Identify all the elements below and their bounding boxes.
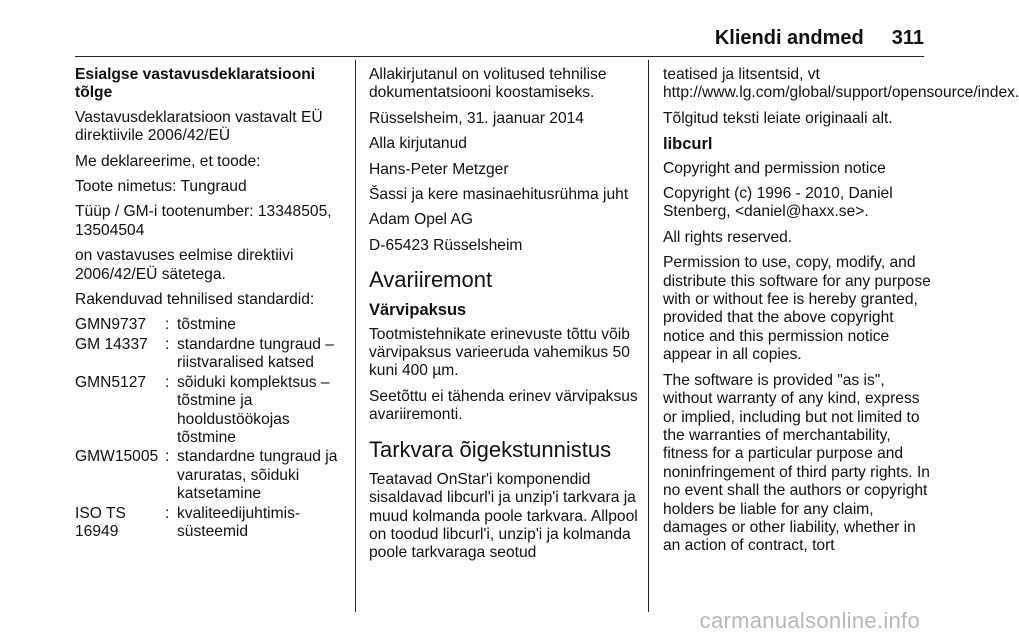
section-title-software: Tarkvara õigekstunnistus: [369, 436, 612, 462]
paragraph: teatised ja litsentsid, vt http://www.lg.com/global/support/opensource/index.: [663, 66, 1019, 102]
watermark: carmanualsonline.info: [699, 608, 920, 633]
standards-row: [75, 448, 345, 503]
standards-row: [75, 374, 345, 448]
standard-description: tõstmine: [177, 316, 236, 334]
standard-description: standardne tungraud – riistvaralised katsed: [177, 335, 334, 372]
paragraph: Copyright (c) 1996 - 2010, Daniel Stenberg, <daniel@haxx.se>.: [663, 185, 893, 221]
standard-separator: :: [165, 504, 170, 522]
standard-code: GMW15005: [75, 448, 159, 466]
paragraph: Me deklareerime, et toode:: [75, 152, 261, 170]
paragraph: Vastavusdeklaratsioon vastavalt EÜ direktiivile 2006/42/EÜ: [75, 108, 323, 145]
header-rule: [75, 56, 924, 57]
paragraph: Allakirjutanul on volitused tehnilise dokumentatsiooni koostamiseks.: [369, 66, 607, 102]
standard-code: GMN9737: [75, 316, 147, 334]
standards-row: [75, 316, 345, 334]
standard-separator: :: [165, 316, 170, 334]
standards-row: [75, 336, 345, 373]
paragraph: Adam Opel AG: [369, 211, 474, 229]
standard-code: GM 14337: [75, 335, 148, 353]
paragraph: Tüüp / GM-i tootenumber: 13348505, 13504504: [75, 203, 332, 239]
page-header: [715, 27, 924, 50]
paragraph: Hans-Peter Metzger: [369, 160, 509, 178]
paragraph: D-65423 Rüsselsheim: [369, 236, 523, 254]
paragraph: Alla kirjutanud: [369, 135, 467, 153]
subsection-title-libcurl: libcurl: [663, 135, 713, 154]
column-divider-1: [355, 60, 356, 612]
paragraph: Rüsselsheim, 31. jaanuar 2014: [369, 109, 584, 127]
header-title: Kliendi andmed: [714, 27, 864, 49]
paragraph: Toote nimetus: Tungraud: [75, 178, 247, 196]
standard-code: GMN5127: [75, 373, 147, 391]
paragraph: Seetõttu ei tähenda erinev värvipaksus avariiremonti.: [369, 387, 638, 424]
column-1: [75, 66, 345, 542]
paragraph: Tõlgitud teksti leiate originaali alt.: [663, 109, 893, 127]
subsection-title-paint-thickness: Värvipaksus: [369, 301, 467, 320]
standard-description: standardne tungraud ja varuratas, sõiduki katsetamine: [177, 448, 338, 503]
paragraph: Permission to use, copy, modify, and distribute this software for any purpose with or without fee is hereby granted, provided that the above copyright notice and this permission notice appear in all copies.: [663, 254, 931, 364]
column-3: [663, 66, 1019, 563]
standard-separator: :: [165, 448, 170, 466]
paragraph: Teatavad OnStar'i komponendid sisaldavad libcurl'i ja unzip'i tarkvara ja muud kolmanda poole tarkvara. Allpool on toodud libcurl'i, unzip'i ja kolmanda poole tarkvaraga seotud: [369, 470, 638, 562]
standards-row: [75, 505, 345, 542]
paragraph: Rakenduvad tehnilised standardid:: [75, 291, 315, 309]
page-number: 311: [891, 27, 924, 49]
paragraph: All rights reserved.: [663, 228, 793, 246]
paragraph: Tootmistehnikate erinevuste tõttu võib värvipaksus varieeruda vahemikus 50 kuni 400 µm.: [369, 325, 630, 380]
standard-separator: :: [165, 373, 170, 391]
paragraph: The software is provided "as is", without warranty of any kind, express or implied, including but not limited to the warranties of merchantability, fitness for a particular purpose and noninfringement of third party rights. In no event shall the authors or copyright holders be liable for any claim, damages or other liability, whether in an action of contract, tort: [663, 371, 930, 555]
standard-description: kvaliteedijuhtimis-süsteemid: [177, 504, 301, 540]
section-title-repair: Avariiremont: [369, 267, 493, 293]
standard-separator: :: [165, 335, 170, 353]
standards-table: [75, 316, 345, 541]
paragraph: Šassi ja kere masinaehitusrühma juht: [369, 186, 629, 204]
column-2: [369, 66, 641, 570]
paragraph: Copyright and permission notice: [663, 159, 886, 177]
standard-code: ISO TS 16949: [75, 504, 126, 540]
standard-description: sõiduki komplektsus – tõstmine ja hooldustöökojas tõstmine: [177, 373, 330, 446]
paragraph: on vastavuses eelmise direktiivi 2006/42/EÜ sätetega.: [75, 247, 294, 283]
declaration-heading: Esialgse vastavusdeklaratsiooni tõlge: [75, 66, 316, 102]
column-divider-2: [648, 60, 649, 612]
